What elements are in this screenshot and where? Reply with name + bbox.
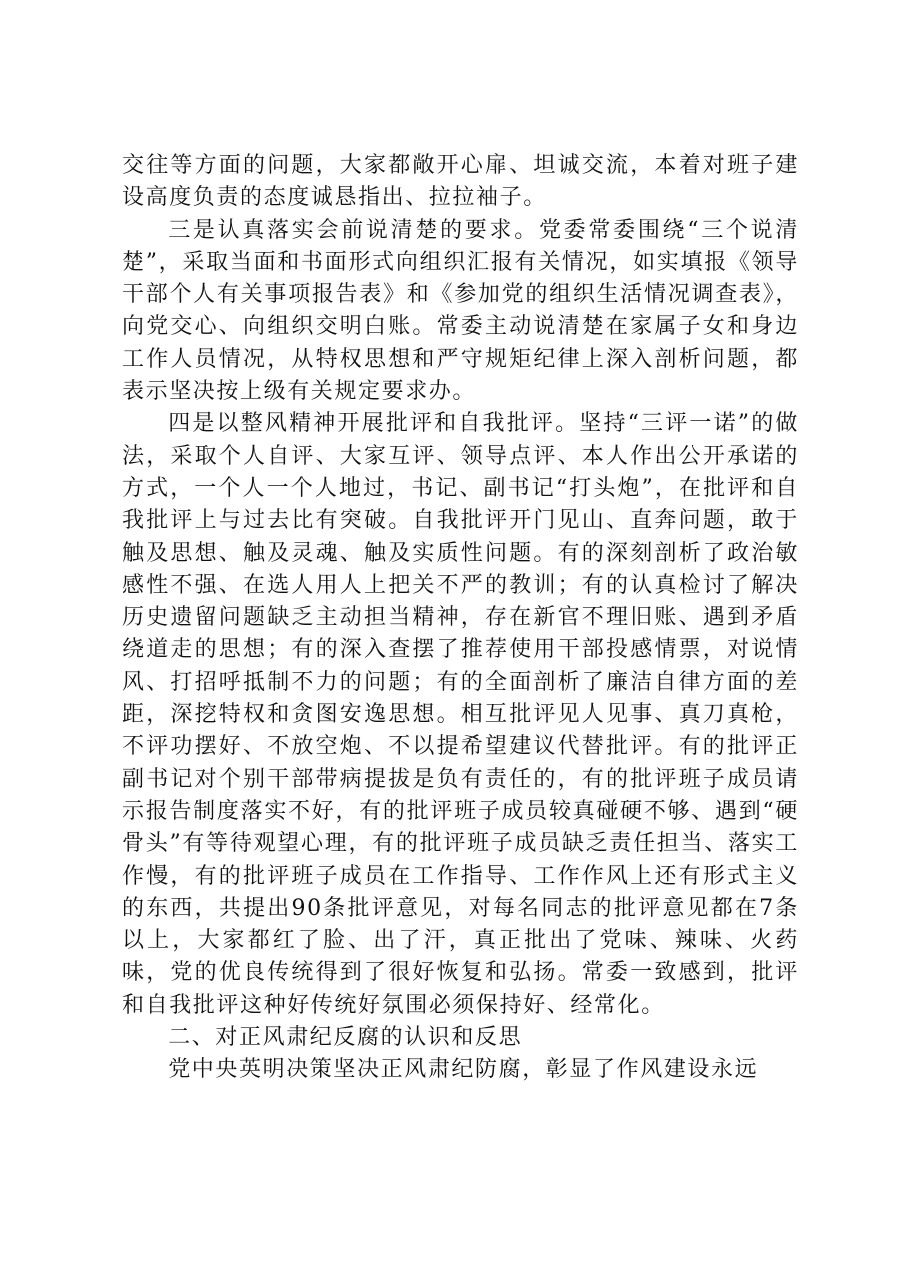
paragraph-section-intro: 党中央英明决策坚决正风肃纪防腐，彰显了作风建设永远 xyxy=(168,1057,759,1083)
paragraph-continuation: 交往等方面的问题，大家都敞开心扉、坦诚交流，本着对班子建设高度负责的态度诚恳指出、拉拉袖子。 xyxy=(122,153,799,211)
section-heading: 二、对正风肃纪反腐的认识和反思 xyxy=(168,1025,523,1051)
paragraph-item-three: 三是认真落实会前说清楚的要求。党委常委围绕“三个说清楚”，采取当面和书面形式向组织汇报有关情况，如实填报《领导干部个人有关事项报告表》和《参加党的组织生活情况调查表》，向党交心、向组织交明白账。常委主动说清楚在家属子女和身边工作人员情况，从特权思想和严守规矩纪律上深入剖析问题，都表示坚决按上级有关规定要求办。 xyxy=(122,217,799,405)
paragraph-item-four: 四是以整风精神开展批评和自我批评。坚持“三评一诺”的做法，采取个人自评、大家互评、领导点评、本人作出公开承诺的方式，一个人一个人地过，书记、副书记“打头炮”，在批评和自我批评上与过去比有突破。自我批评开门见山、直奔问题，敢于触及思想、触及灵魂、触及实质性问题。有的深刻剖析了政治敏感性不强、在选人用人上把关不严的教训；有的认真检讨了解决历史遗留问题缺乏主动担当精神，存在新官不理旧账、遇到矛盾绕道走的思想；有的深入查摆了推荐使用干部投感情票，对说情风、打招呼抵制不力的问题；有的全面剖析了廉洁自律方面的差距，深挖特权和贪图安逸思想。相互批评见人见事、真刀真枪，不评功摆好、不放空炮、不以提希望建议代替批评。有的批评正副书记对个别干部带病提拔是负有责任的，有的批评班子成员请示报告制度落实不好，有的批评班子成员较真碰硬不够、遇到“硬骨头”有等待观望心理，有的批评班子成员缺乏责任担当、落实工作慢，有的批评班子成员在工作指导、工作作风上还有形式主义的东西，共提出90条批评意见，对每名同志的批评意见都在7条以上，大家都红了脸、出了汗，真正批出了党味、辣味、火药味，党的优良传统得到了很好恢复和弘扬。常委一致感到，批评和自我批评这种好传统好氛围必须保持好、经常化。 xyxy=(122,411,799,1018)
document-body xyxy=(122,150,799,1087)
